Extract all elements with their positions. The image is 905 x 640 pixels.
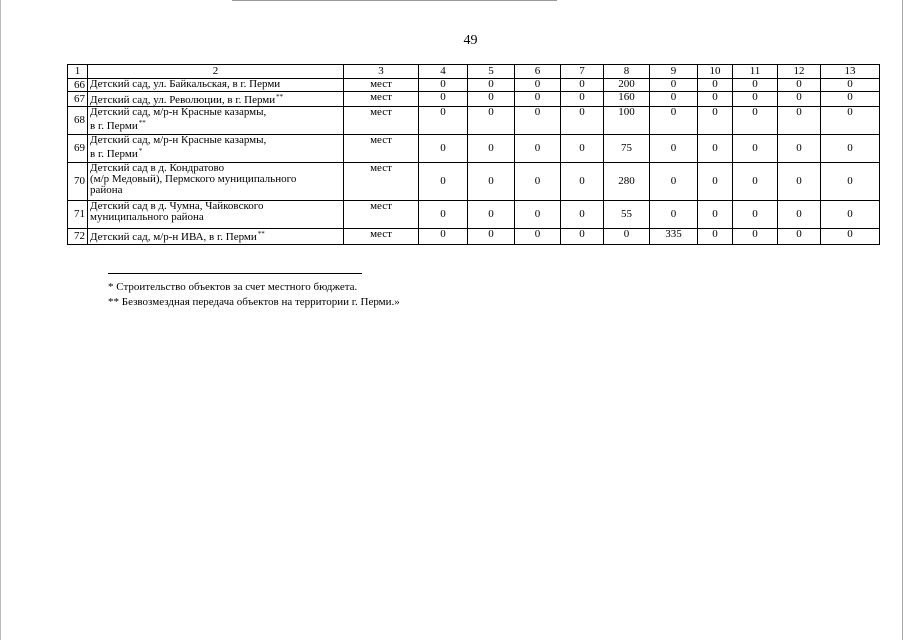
object-name bbox=[88, 135, 344, 163]
value-cell: 0 bbox=[561, 163, 604, 201]
page-number: 49 bbox=[463, 33, 478, 48]
value-cell: 0 bbox=[650, 107, 698, 135]
value-cell: 0 bbox=[604, 229, 650, 245]
object-name-line: Детский сад, м/р-н Красные казармы, bbox=[90, 106, 267, 118]
value-cell: 0 bbox=[821, 107, 880, 135]
value-cell: 200 bbox=[604, 79, 650, 92]
row-number: 66 bbox=[68, 79, 88, 92]
column-header: 10 bbox=[698, 65, 733, 79]
object-name-line: Детский сад в д. Кондратово bbox=[90, 162, 225, 174]
object-name-line: района bbox=[90, 184, 123, 196]
column-header: 1 bbox=[68, 65, 88, 79]
table-row bbox=[68, 229, 880, 245]
value-cell: 0 bbox=[419, 163, 468, 201]
value-cell: 0 bbox=[468, 79, 515, 92]
value-cell: 0 bbox=[561, 107, 604, 135]
value-cell: 0 bbox=[733, 92, 778, 107]
object-name bbox=[88, 79, 344, 92]
table-row bbox=[68, 201, 880, 229]
table-row bbox=[68, 163, 880, 201]
footnote-mark: ** bbox=[138, 119, 146, 127]
column-header: 11 bbox=[733, 65, 778, 79]
value-cell: 0 bbox=[515, 163, 561, 201]
footnote-transfer: ** Безвозмездная передача объектов на территории г. Перми.» bbox=[108, 296, 400, 308]
column-header: 2 bbox=[88, 65, 344, 79]
unit-cell: мест bbox=[344, 229, 419, 245]
column-header: 7 bbox=[561, 65, 604, 79]
footnote-local-budget: * Строительство объектов за счет местного бюджета. bbox=[108, 281, 358, 293]
object-name-line: Детский сад, м/р-н ИВА, в г. Перми bbox=[90, 231, 257, 243]
unit-cell: мест bbox=[344, 79, 419, 92]
object-name bbox=[88, 229, 344, 245]
object-name bbox=[88, 163, 344, 201]
footnote-mark: ** bbox=[257, 230, 265, 238]
value-cell: 0 bbox=[733, 79, 778, 92]
row-number: 72 bbox=[68, 229, 88, 245]
value-cell: 100 bbox=[604, 107, 650, 135]
object-name bbox=[88, 107, 344, 135]
value-cell: 0 bbox=[650, 135, 698, 163]
value-cell: 55 bbox=[604, 201, 650, 229]
value-cell: 0 bbox=[419, 229, 468, 245]
value-cell: 335 bbox=[650, 229, 698, 245]
value-cell: 0 bbox=[515, 135, 561, 163]
value-cell: 0 bbox=[821, 92, 880, 107]
value-cell: 0 bbox=[778, 92, 821, 107]
value-cell: 0 bbox=[821, 79, 880, 92]
value-cell: 0 bbox=[821, 163, 880, 201]
value-cell: 0 bbox=[650, 163, 698, 201]
value-cell: 0 bbox=[778, 79, 821, 92]
value-cell: 0 bbox=[419, 201, 468, 229]
value-cell: 0 bbox=[733, 229, 778, 245]
value-cell: 0 bbox=[419, 135, 468, 163]
value-cell: 0 bbox=[468, 92, 515, 107]
table-header-row bbox=[68, 65, 880, 79]
value-cell: 0 bbox=[515, 79, 561, 92]
value-cell: 0 bbox=[733, 201, 778, 229]
value-cell: 0 bbox=[561, 229, 604, 245]
object-name-line: (м/р Медовый), Пермского муниципального bbox=[90, 173, 297, 185]
value-cell: 0 bbox=[733, 163, 778, 201]
value-cell: 0 bbox=[778, 107, 821, 135]
row-number: 68 bbox=[68, 107, 88, 135]
object-name-line: в г. Перми bbox=[90, 120, 138, 132]
column-header: 8 bbox=[604, 65, 650, 79]
footnote-mark: ** bbox=[276, 93, 284, 101]
value-cell: 0 bbox=[419, 107, 468, 135]
value-cell: 0 bbox=[698, 92, 733, 107]
table-row bbox=[68, 79, 880, 92]
value-cell: 0 bbox=[733, 135, 778, 163]
value-cell: 280 bbox=[604, 163, 650, 201]
object-name-line: в г. Перми bbox=[90, 148, 138, 160]
value-cell: 0 bbox=[733, 107, 778, 135]
value-cell: 0 bbox=[561, 201, 604, 229]
value-cell: 0 bbox=[778, 201, 821, 229]
value-cell: 0 bbox=[698, 135, 733, 163]
value-cell: 0 bbox=[419, 92, 468, 107]
footnote-divider bbox=[108, 273, 362, 274]
schedule-table bbox=[67, 64, 880, 245]
column-header: 9 bbox=[650, 65, 698, 79]
table-row bbox=[68, 92, 880, 107]
value-cell: 0 bbox=[650, 92, 698, 107]
footnote-mark: * bbox=[138, 147, 143, 155]
row-number: 69 bbox=[68, 135, 88, 163]
column-header: 12 bbox=[778, 65, 821, 79]
column-header: 6 bbox=[515, 65, 561, 79]
value-cell: 0 bbox=[821, 201, 880, 229]
column-header: 3 bbox=[344, 65, 419, 79]
value-cell: 0 bbox=[515, 92, 561, 107]
object-name-line: Детский сад в д. Чумна, Чайковского bbox=[90, 200, 264, 212]
value-cell: 0 bbox=[515, 201, 561, 229]
column-header: 5 bbox=[468, 65, 515, 79]
object-name-line: Детский сад, м/р-н Красные казармы, bbox=[90, 134, 267, 146]
value-cell: 0 bbox=[468, 201, 515, 229]
value-cell: 0 bbox=[698, 163, 733, 201]
value-cell: 0 bbox=[468, 229, 515, 245]
value-cell: 0 bbox=[561, 92, 604, 107]
value-cell: 0 bbox=[698, 229, 733, 245]
column-header: 13 bbox=[821, 65, 880, 79]
unit-cell: мест bbox=[344, 135, 419, 163]
value-cell: 0 bbox=[698, 201, 733, 229]
row-number: 71 bbox=[68, 201, 88, 229]
value-cell: 0 bbox=[778, 229, 821, 245]
scan-edge-right bbox=[902, 0, 903, 640]
unit-cell: мест bbox=[344, 163, 419, 201]
value-cell: 0 bbox=[561, 79, 604, 92]
value-cell: 0 bbox=[468, 135, 515, 163]
value-cell: 0 bbox=[468, 107, 515, 135]
object-name bbox=[88, 201, 344, 229]
value-cell: 0 bbox=[698, 79, 733, 92]
value-cell: 0 bbox=[419, 79, 468, 92]
scan-edge-top bbox=[232, 0, 557, 1]
value-cell: 0 bbox=[778, 163, 821, 201]
value-cell: 0 bbox=[778, 135, 821, 163]
table-row bbox=[68, 135, 880, 163]
value-cell: 0 bbox=[698, 107, 733, 135]
value-cell: 0 bbox=[650, 79, 698, 92]
value-cell: 0 bbox=[561, 135, 604, 163]
table-body bbox=[68, 79, 880, 245]
unit-cell: мест bbox=[344, 92, 419, 107]
value-cell: 0 bbox=[650, 201, 698, 229]
object-name-line: Детский сад, ул. Байкальская, в г. Перми bbox=[90, 78, 281, 90]
value-cell: 0 bbox=[468, 163, 515, 201]
value-cell: 160 bbox=[604, 92, 650, 107]
unit-cell: мест bbox=[344, 201, 419, 229]
value-cell: 0 bbox=[821, 229, 880, 245]
column-header: 4 bbox=[419, 65, 468, 79]
row-number: 70 bbox=[68, 163, 88, 201]
value-cell: 0 bbox=[515, 107, 561, 135]
object-name-line: Детский сад, ул. Революции, в г. Перми bbox=[90, 94, 276, 106]
scan-edge-left bbox=[0, 0, 1, 640]
unit-cell: мест bbox=[344, 107, 419, 135]
value-cell: 75 bbox=[604, 135, 650, 163]
table-row bbox=[68, 107, 880, 135]
row-number: 67 bbox=[68, 92, 88, 107]
value-cell: 0 bbox=[515, 229, 561, 245]
object-name-line: муниципального района bbox=[90, 211, 204, 223]
value-cell: 0 bbox=[821, 135, 880, 163]
object-name bbox=[88, 92, 344, 107]
